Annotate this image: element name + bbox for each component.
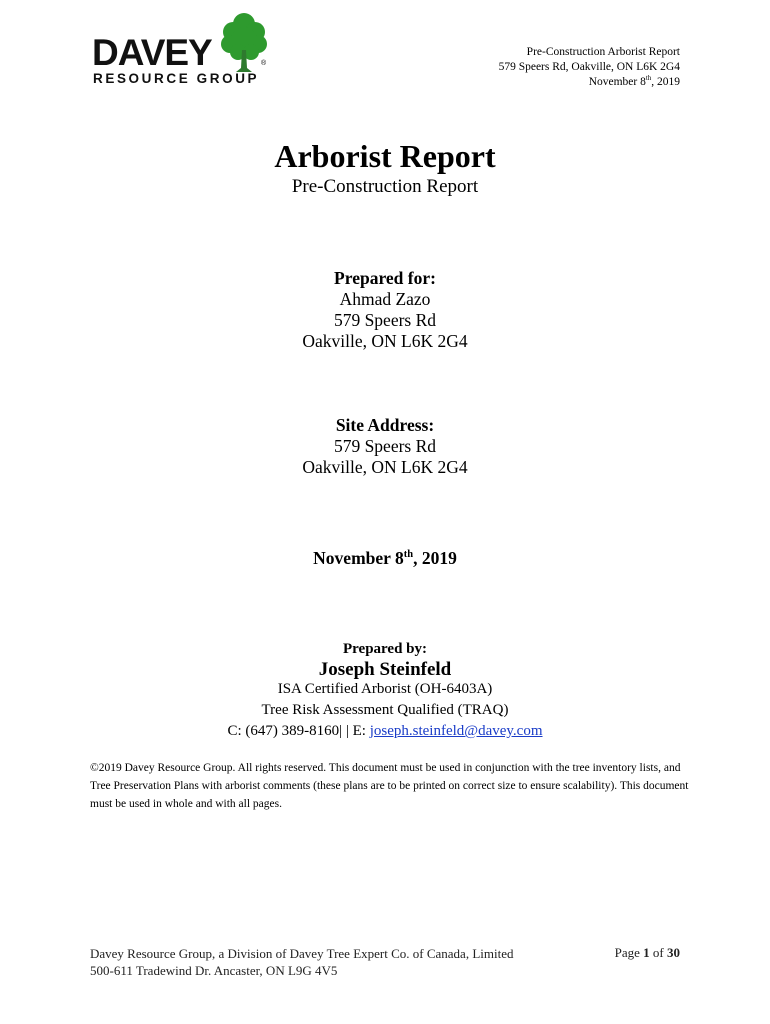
logo-registered-mark: ® <box>261 60 267 67</box>
header-address: 579 Speers Rd, Oakville, ON L6K 2G4 <box>498 61 680 73</box>
copyright-notice: ©2019 Davey Resource Group. All rights reserved. This document must be used in conjunction with the tree inventory lists, and Tree Preservation Plans with arborist comments (these plans are to be printed on correct size to ensure scalability). This document must be used in whole and with all pages. <box>90 762 689 810</box>
site-address-block <box>0 415 770 478</box>
page-header <box>499 45 680 90</box>
tree-icon <box>220 10 268 76</box>
site-address-line2: Oakville, ON L6K 2G4 <box>302 457 468 477</box>
prepared-for-label: Prepared for: <box>334 268 436 288</box>
logo-wordmark: DAVEY <box>92 32 212 73</box>
prepared-by-label: Prepared by: <box>342 641 428 657</box>
page-title: Arborist Report <box>274 138 496 174</box>
prepared-for-block <box>0 268 770 352</box>
footer-company-address: 500-611 Tradewind Dr. Ancaster, ON L9G 4V5 <box>90 963 338 978</box>
logo-subtitle: RESOURCE GROUP <box>93 71 260 86</box>
footer-company <box>90 945 513 979</box>
footer-company-name: Davey Resource Group, a Division of Davey Tree Expert Co. of Canada, Limited <box>90 946 514 961</box>
client-name: Ahmad Zazo <box>339 289 431 309</box>
email-link[interactable]: joseph.steinfeld@davey.com <box>369 723 543 739</box>
davey-logo <box>92 10 272 90</box>
contact-line <box>0 721 770 742</box>
client-address-line2: Oakville, ON L6K 2G4 <box>302 331 468 351</box>
header-date: November 8th, 2019 <box>588 75 680 88</box>
page-number: Page 1 of 30 <box>614 945 680 960</box>
site-address-label: Site Address: <box>335 415 435 435</box>
credentials-block <box>0 679 770 742</box>
header-report-title: Pre-Construction Arborist Report <box>526 46 680 58</box>
site-address-line1: 579 Speers Rd <box>333 436 437 456</box>
credential-traq: Tree Risk Assessment Qualified (TRAQ) <box>261 702 509 718</box>
client-address-line1: 579 Speers Rd <box>333 310 437 330</box>
phone-text: C: (647) 389-8160| | E: <box>227 723 370 739</box>
arborist-name: Joseph Steinfeld <box>318 659 452 680</box>
credential-isa: ISA Certified Arborist (OH-6403A) <box>277 681 493 697</box>
page-subtitle: Pre-Construction Report <box>291 176 479 197</box>
report-date: November 8th, 2019 <box>313 548 457 568</box>
